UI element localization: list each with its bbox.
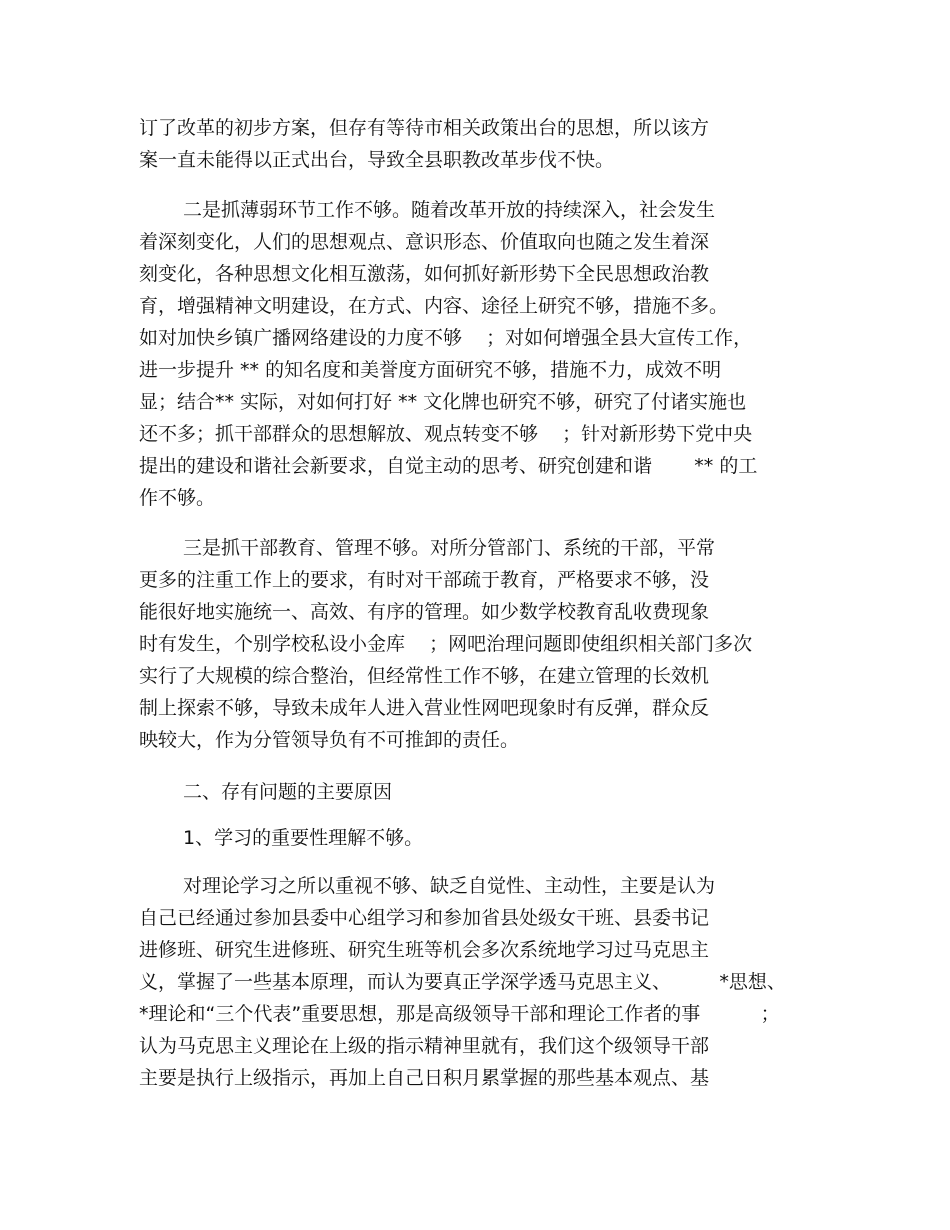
text-line: 还不多；抓干部群众的思想解放、观点转变不够 ；针对新形势下党中央 bbox=[139, 423, 753, 445]
text-line: 作不够。 bbox=[139, 487, 216, 509]
text-line: 主要是执行上级指示，再加上自己日积月累掌握的那些基本观点、基 bbox=[139, 1067, 710, 1089]
text-line: 案一直未能得以正式出台，导致全县职教改革步伐不快。 bbox=[139, 149, 615, 171]
text-line: 订了改革的初步方案，但存有等待市相关政策出台的思想，所以该方 bbox=[139, 117, 710, 139]
text-line: 显；结合** 实际，对如何打好 ** 文化牌也研究不够，研究了付诸实施也 bbox=[139, 391, 747, 413]
text-line: 映较大，作为分管领导负有不可推卸的责任。 bbox=[139, 729, 520, 751]
text-line: 刻变化，各种思想文化相互激荡，如何抓好新形势下全民思想政治教 bbox=[139, 263, 710, 285]
text-line: 着深刻变化，人们的思想观点、意识形态、价值取向也随之发生着深 bbox=[139, 231, 710, 253]
text-line: 认为马克思主义理论在上级的指示精神里就有，我们这个级领导干部 bbox=[139, 1035, 710, 1057]
text-line: 进修班、研究生进修班、研究生班等机会多次系统地学习过马克思主 bbox=[139, 939, 710, 961]
text-line: 如对加快乡镇广播网络建设的力度不够 ；对如何增强全县大宣传工作， bbox=[139, 327, 753, 349]
text-line: 三是抓干部教育、管理不够。对所分管部门、系统的干部，平常 bbox=[183, 537, 716, 559]
text-line: *理论和“三个代表”重要思想，那是高级领导干部和理论工作者的事 ； bbox=[139, 1003, 780, 1025]
text-line: 制上探索不够，导致未成年人进入营业性网吧现象时有反弹，群众反 bbox=[139, 697, 710, 719]
text-line: 提出的建设和谐社会新要求，自觉主动的思考、研究创建和谐 ** 的工 bbox=[139, 455, 758, 477]
text-line: 能很好地实施统一、高效、有序的管理。如少数学校教育乱收费现象 bbox=[139, 601, 710, 623]
text-line: 更多的注重工作上的要求，有时对干部疏于教育，严格要求不够，没 bbox=[139, 569, 710, 591]
text-line: 时有发生，个别学校私设小金库 ；网吧治理问题即使组织相关部门多次 bbox=[139, 633, 753, 655]
text-line: 二是抓薄弱环节工作不够。随着改革开放的持续深入，社会发生 bbox=[183, 199, 716, 221]
text-line: 对理论学习之所以重视不够、缺乏自觉性、主动性，主要是认为 bbox=[183, 875, 716, 897]
text-line: 实行了大规模的综合整治，但经常性工作不够，在建立管理的长效机 bbox=[139, 665, 710, 687]
text-line: 二、存有问题的主要原因 bbox=[183, 781, 393, 803]
text-line: 进一步提升 ** 的知名度和美誉度方面研究不够，措施不力，成效不明 bbox=[139, 359, 722, 381]
text-line: 1、学习的重要性理解不够。 bbox=[183, 827, 424, 849]
text-line: 自己已经通过参加县委中心组学习和参加省县处级女干班、县委书记 bbox=[139, 907, 710, 929]
text-line: 义，掌握了一些基本原理，而认为要真正学深学透马克思主义、 *思想、 bbox=[139, 971, 786, 993]
text-line: 育，增强精神文明建设，在方式、内容、途径上研究不够，措施不多。 bbox=[139, 295, 729, 317]
